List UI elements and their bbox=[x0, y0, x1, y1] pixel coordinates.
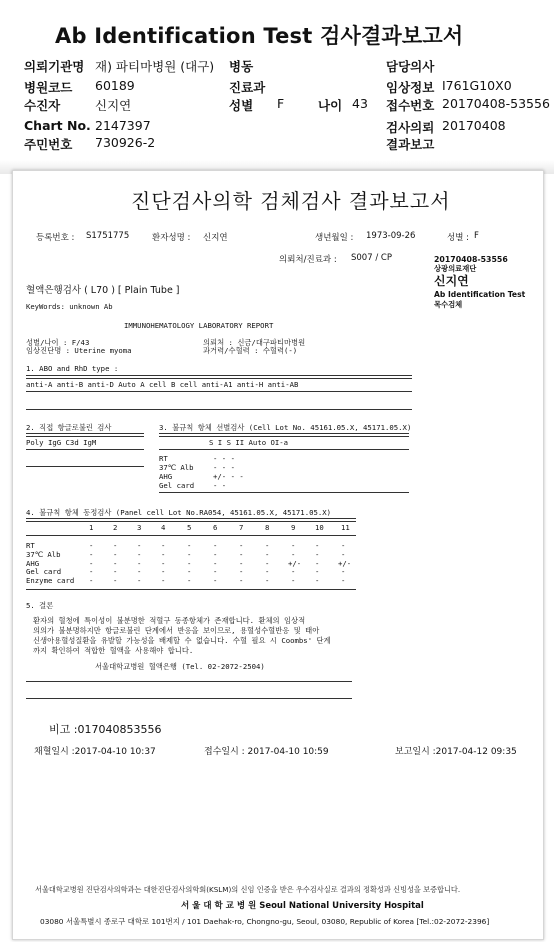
reg-no-value: S1751775 bbox=[86, 231, 130, 241]
panel-column-6: 6 bbox=[213, 523, 218, 532]
irr-row-values: - - - bbox=[213, 454, 235, 463]
panel-cell: - bbox=[161, 549, 166, 559]
label-result-report: 결과보고 bbox=[386, 137, 435, 152]
panel-column-8: 8 bbox=[265, 523, 270, 532]
irr-row-name: RT bbox=[159, 454, 168, 463]
panel-column-9: 9 bbox=[291, 523, 296, 532]
received-time: 접수일시 : 2017-04-10 10:59 bbox=[204, 747, 329, 757]
panel-cell: - bbox=[239, 541, 244, 550]
footer-address: 03080 서울특별시 종로구 대학로 101번지 / 101 Daehak-ro, Chongno-gu, Seoul, 03080, Republic of Korea [Tel.:02-2072-2396] bbox=[40, 917, 490, 926]
panel-cell: - bbox=[315, 549, 320, 559]
panel-cell: - bbox=[291, 576, 296, 586]
panel-cell: - bbox=[341, 549, 346, 559]
rule bbox=[159, 433, 409, 437]
abo-title: 1. ABO and RhD type : bbox=[26, 364, 119, 373]
stamp-receipt-no: 20170408-53556 bbox=[434, 255, 508, 264]
conclusion-line: 환자의 혈청에 특이성이 불분명한 적혈구 동종항체가 존재합니다. 환체의 임상적 bbox=[33, 616, 306, 625]
value-request-org: 재) 파티마병원 (대구) bbox=[95, 59, 215, 74]
value-sex: F bbox=[277, 96, 285, 111]
panel-column-4: 4 bbox=[161, 523, 166, 532]
conclusion-title: 5. 결론 bbox=[26, 601, 54, 610]
panel-cell: - bbox=[239, 576, 244, 586]
reg-no-label: 등록번호 : bbox=[36, 233, 75, 243]
header-title: Ab Identification Test 검사결과보고서 bbox=[55, 24, 464, 48]
panel-row-name: AHG bbox=[26, 558, 40, 568]
panel-cell: - bbox=[187, 558, 192, 568]
label-ward: 병동 bbox=[229, 59, 254, 74]
stamp-specimen: 목수검체 bbox=[434, 300, 463, 309]
panel-cell: - bbox=[161, 567, 166, 577]
value-receipt-no: 20170408-53556 bbox=[442, 96, 550, 111]
patient-name-value: 신지연 bbox=[203, 233, 228, 243]
panel-row-name: RT bbox=[26, 541, 35, 550]
irr-row-values: - - bbox=[213, 481, 227, 490]
label-request-org: 의뢰기관명 bbox=[24, 59, 85, 74]
panel-cell: - bbox=[291, 549, 296, 559]
panel-cell: - bbox=[213, 549, 218, 559]
collected-time: 채혈일시 :2017-04-10 10:37 bbox=[34, 747, 156, 757]
panel-cell: - bbox=[113, 558, 118, 568]
abo-columns: anti-A anti-B anti-D Auto A cell B cell anti-A1 anti-H anti-AB bbox=[26, 380, 299, 389]
irr-row-values: +/- - - bbox=[213, 472, 244, 481]
conclusion-line: 까지 확인하여 적합한 혈액을 사용해야 합니다. bbox=[33, 646, 194, 655]
panel-cell: - bbox=[113, 549, 118, 559]
panel-cell: - bbox=[265, 558, 270, 568]
conclusion-line: 신생아용혈성질환을 유발할 가능성을 배제할 수 없습니다. 수혈 필요 시 Coombs' 단계 bbox=[33, 636, 331, 645]
dat-title: 2. 직접 항글로불린 검사 bbox=[26, 423, 112, 432]
panel-cell: +/- bbox=[288, 558, 302, 568]
value-patient: 신지연 bbox=[95, 98, 132, 113]
panel-cell: - bbox=[291, 567, 296, 577]
irr-row-name: 37℃ Alb bbox=[159, 463, 194, 472]
panel-cell: - bbox=[341, 541, 346, 550]
patient-name-label: 환자성명 : bbox=[152, 233, 191, 243]
panel-row-name: Gel card bbox=[26, 567, 62, 577]
panel-cell: - bbox=[213, 576, 218, 586]
value-age: 43 bbox=[352, 96, 368, 111]
lab-report-sheet bbox=[12, 170, 544, 940]
panel-cell: - bbox=[187, 576, 192, 586]
label-department: 진료과 bbox=[229, 80, 266, 95]
irr-row-name: AHG bbox=[159, 472, 173, 481]
panel-cell: - bbox=[265, 567, 270, 577]
rule bbox=[26, 681, 352, 682]
rule bbox=[26, 698, 352, 699]
rule bbox=[26, 589, 356, 590]
irr-columns: S I S II Auto OI-a bbox=[209, 438, 289, 447]
dob-label: 생년월일 : bbox=[315, 233, 354, 243]
label-age: 나이 bbox=[318, 98, 343, 113]
label-receipt-no: 접수번호 bbox=[386, 98, 435, 113]
report-title: 진단검사의학 검체검사 결과보고서 bbox=[131, 189, 451, 213]
panel-cell: - bbox=[161, 541, 166, 550]
dat-columns: Poly IgG C3d IgM bbox=[26, 438, 97, 447]
label-sex: 성별 bbox=[229, 98, 254, 113]
rule bbox=[26, 518, 356, 522]
footer-accreditation: 서울대학교병원 진단검사의학과는 대한진단검사의학회(KSLM)의 신임 인증을 받은 우수검사실로 결과의 정확성과 신빙성을 보증합니다. bbox=[35, 885, 461, 894]
panel-cell: - bbox=[315, 567, 320, 577]
panel-cell: - bbox=[161, 558, 166, 568]
rule bbox=[26, 535, 356, 536]
panel-cell: - bbox=[137, 549, 142, 559]
panel-cell: - bbox=[113, 576, 118, 586]
panel-cell: - bbox=[137, 558, 142, 568]
rule bbox=[26, 391, 412, 392]
dept-label: 의뢰처/진료과 : bbox=[279, 255, 337, 265]
stamp-org: 상광의료재단 bbox=[434, 264, 477, 273]
label-clinical-info: 임상정보 bbox=[386, 80, 435, 95]
sex-age: 성별/나이 : F/43 bbox=[26, 338, 90, 347]
stamp-patient: 신지연 bbox=[434, 274, 469, 288]
value-chart-no: 2147397 bbox=[95, 118, 151, 133]
requester: 의뢰처 : 신금/대구파티마병원 bbox=[203, 338, 306, 347]
panel-cell: - bbox=[213, 558, 218, 568]
label-test-request: 검사의뢰 bbox=[386, 120, 435, 135]
rule bbox=[26, 433, 144, 437]
panel-cell: - bbox=[291, 541, 296, 550]
panel-cell: - bbox=[265, 576, 270, 586]
panel-cell: - bbox=[315, 576, 320, 586]
panel-cell: - bbox=[187, 549, 192, 559]
dept-value: S007 / CP bbox=[351, 253, 392, 263]
rule bbox=[159, 449, 409, 450]
label-chart-no: Chart No. bbox=[24, 118, 91, 133]
panel-cell: - bbox=[213, 541, 218, 550]
irr-row-name: Gel card bbox=[159, 481, 195, 490]
label-doctor: 담당의사 bbox=[386, 59, 435, 74]
panel-cell: - bbox=[239, 558, 244, 568]
panel-cell: - bbox=[113, 541, 118, 550]
lab-title: IMMUNOHEMATOLOGY LABORATORY REPORT bbox=[124, 321, 274, 330]
panel-cell: - bbox=[315, 558, 320, 568]
value-hospital-code: 60189 bbox=[95, 78, 135, 93]
panel-cell: - bbox=[315, 541, 320, 550]
panel-cell: - bbox=[187, 541, 192, 550]
panel-cell: - bbox=[239, 567, 244, 577]
label-resident-no: 주민번호 bbox=[24, 137, 73, 152]
panel-cell: - bbox=[161, 576, 166, 586]
exam-title: 혈액은행검사 ( L70 ) [ Plain Tube ] bbox=[26, 285, 180, 296]
rule bbox=[26, 375, 412, 379]
reported-time: 보고일시 :2017-04-12 09:35 bbox=[395, 747, 517, 757]
irr-row-values: - - - bbox=[213, 463, 235, 472]
history: 과거력/수혈력 : 수혈력(-) bbox=[203, 346, 298, 355]
hospital-line: 서울대학교병원 혈액은행 (Tel. 02-2072-2504) bbox=[95, 662, 265, 671]
panel-column-2: 2 bbox=[113, 523, 118, 532]
rule bbox=[26, 409, 412, 410]
panel-column-1: 1 bbox=[89, 523, 94, 532]
panel-cell: - bbox=[265, 541, 270, 550]
irr-title: 3. 불규칙 항체 선별검사 (Cell Lot No. 45161.05.X, 45171.05.X) bbox=[159, 423, 412, 432]
panel-cell: - bbox=[265, 549, 270, 559]
panel-cell: - bbox=[239, 549, 244, 559]
diagnosis: 임상진단명 : Uterine myoma bbox=[26, 346, 132, 355]
panel-cell: - bbox=[137, 541, 142, 550]
label-hospital-code: 병원코드 bbox=[24, 80, 73, 95]
panel-cell: - bbox=[89, 549, 94, 559]
value-resident-no: 730926-2 bbox=[95, 135, 156, 150]
panel-row-name: Enzyme card bbox=[26, 576, 75, 586]
panel-cell: - bbox=[137, 576, 142, 586]
dob-value: 1973-09-26 bbox=[366, 231, 416, 241]
panel-cell: - bbox=[341, 567, 346, 577]
memo: 비고 :017040853556 bbox=[49, 723, 162, 736]
sex-label: 성별 : bbox=[447, 233, 469, 243]
stamp-test: Ab Identification Test bbox=[434, 290, 526, 299]
panel-cell: - bbox=[89, 541, 94, 550]
panel-cell: - bbox=[213, 567, 218, 577]
footer-hospital: 서 울 대 학 교 병 원 Seoul National University Hospital bbox=[181, 901, 424, 911]
rule bbox=[26, 466, 144, 467]
panel-cell: - bbox=[113, 567, 118, 577]
panel-cell: - bbox=[89, 558, 94, 568]
panel-column-5: 5 bbox=[187, 523, 192, 532]
panel-cell: - bbox=[341, 576, 346, 586]
value-clinical-info: I761G10X0 bbox=[442, 78, 512, 93]
panel-column-11: 11 bbox=[341, 523, 350, 532]
label-patient: 수진자 bbox=[24, 98, 61, 113]
rule bbox=[159, 492, 409, 493]
value-test-request: 20170408 bbox=[442, 118, 506, 133]
panel-cell: - bbox=[137, 567, 142, 577]
panel-cell: - bbox=[187, 567, 192, 577]
conclusion-line: 의의가 불분명하지만 항글로불린 단계에서 반응을 보이므로, 용혈성수혈반응 및 태아 bbox=[33, 626, 320, 635]
sex-value: F bbox=[474, 231, 479, 241]
panel-column-7: 7 bbox=[239, 523, 244, 532]
request-header bbox=[0, 0, 554, 166]
panel-cell: +/- bbox=[338, 558, 352, 568]
rule bbox=[26, 449, 144, 450]
panel-title: 4. 불규칙 항체 동정검사 (Panel cell Lot No.RA054, 45161.05.X, 45171.05.X) bbox=[26, 508, 332, 517]
panel-cell: - bbox=[89, 576, 94, 586]
keywords: KeyWords: unknown Ab bbox=[26, 302, 113, 311]
panel-column-3: 3 bbox=[137, 523, 142, 532]
panel-column-10: 10 bbox=[315, 523, 324, 532]
panel-row-name: 37℃ Alb bbox=[26, 549, 61, 559]
panel-cell: - bbox=[89, 567, 94, 577]
